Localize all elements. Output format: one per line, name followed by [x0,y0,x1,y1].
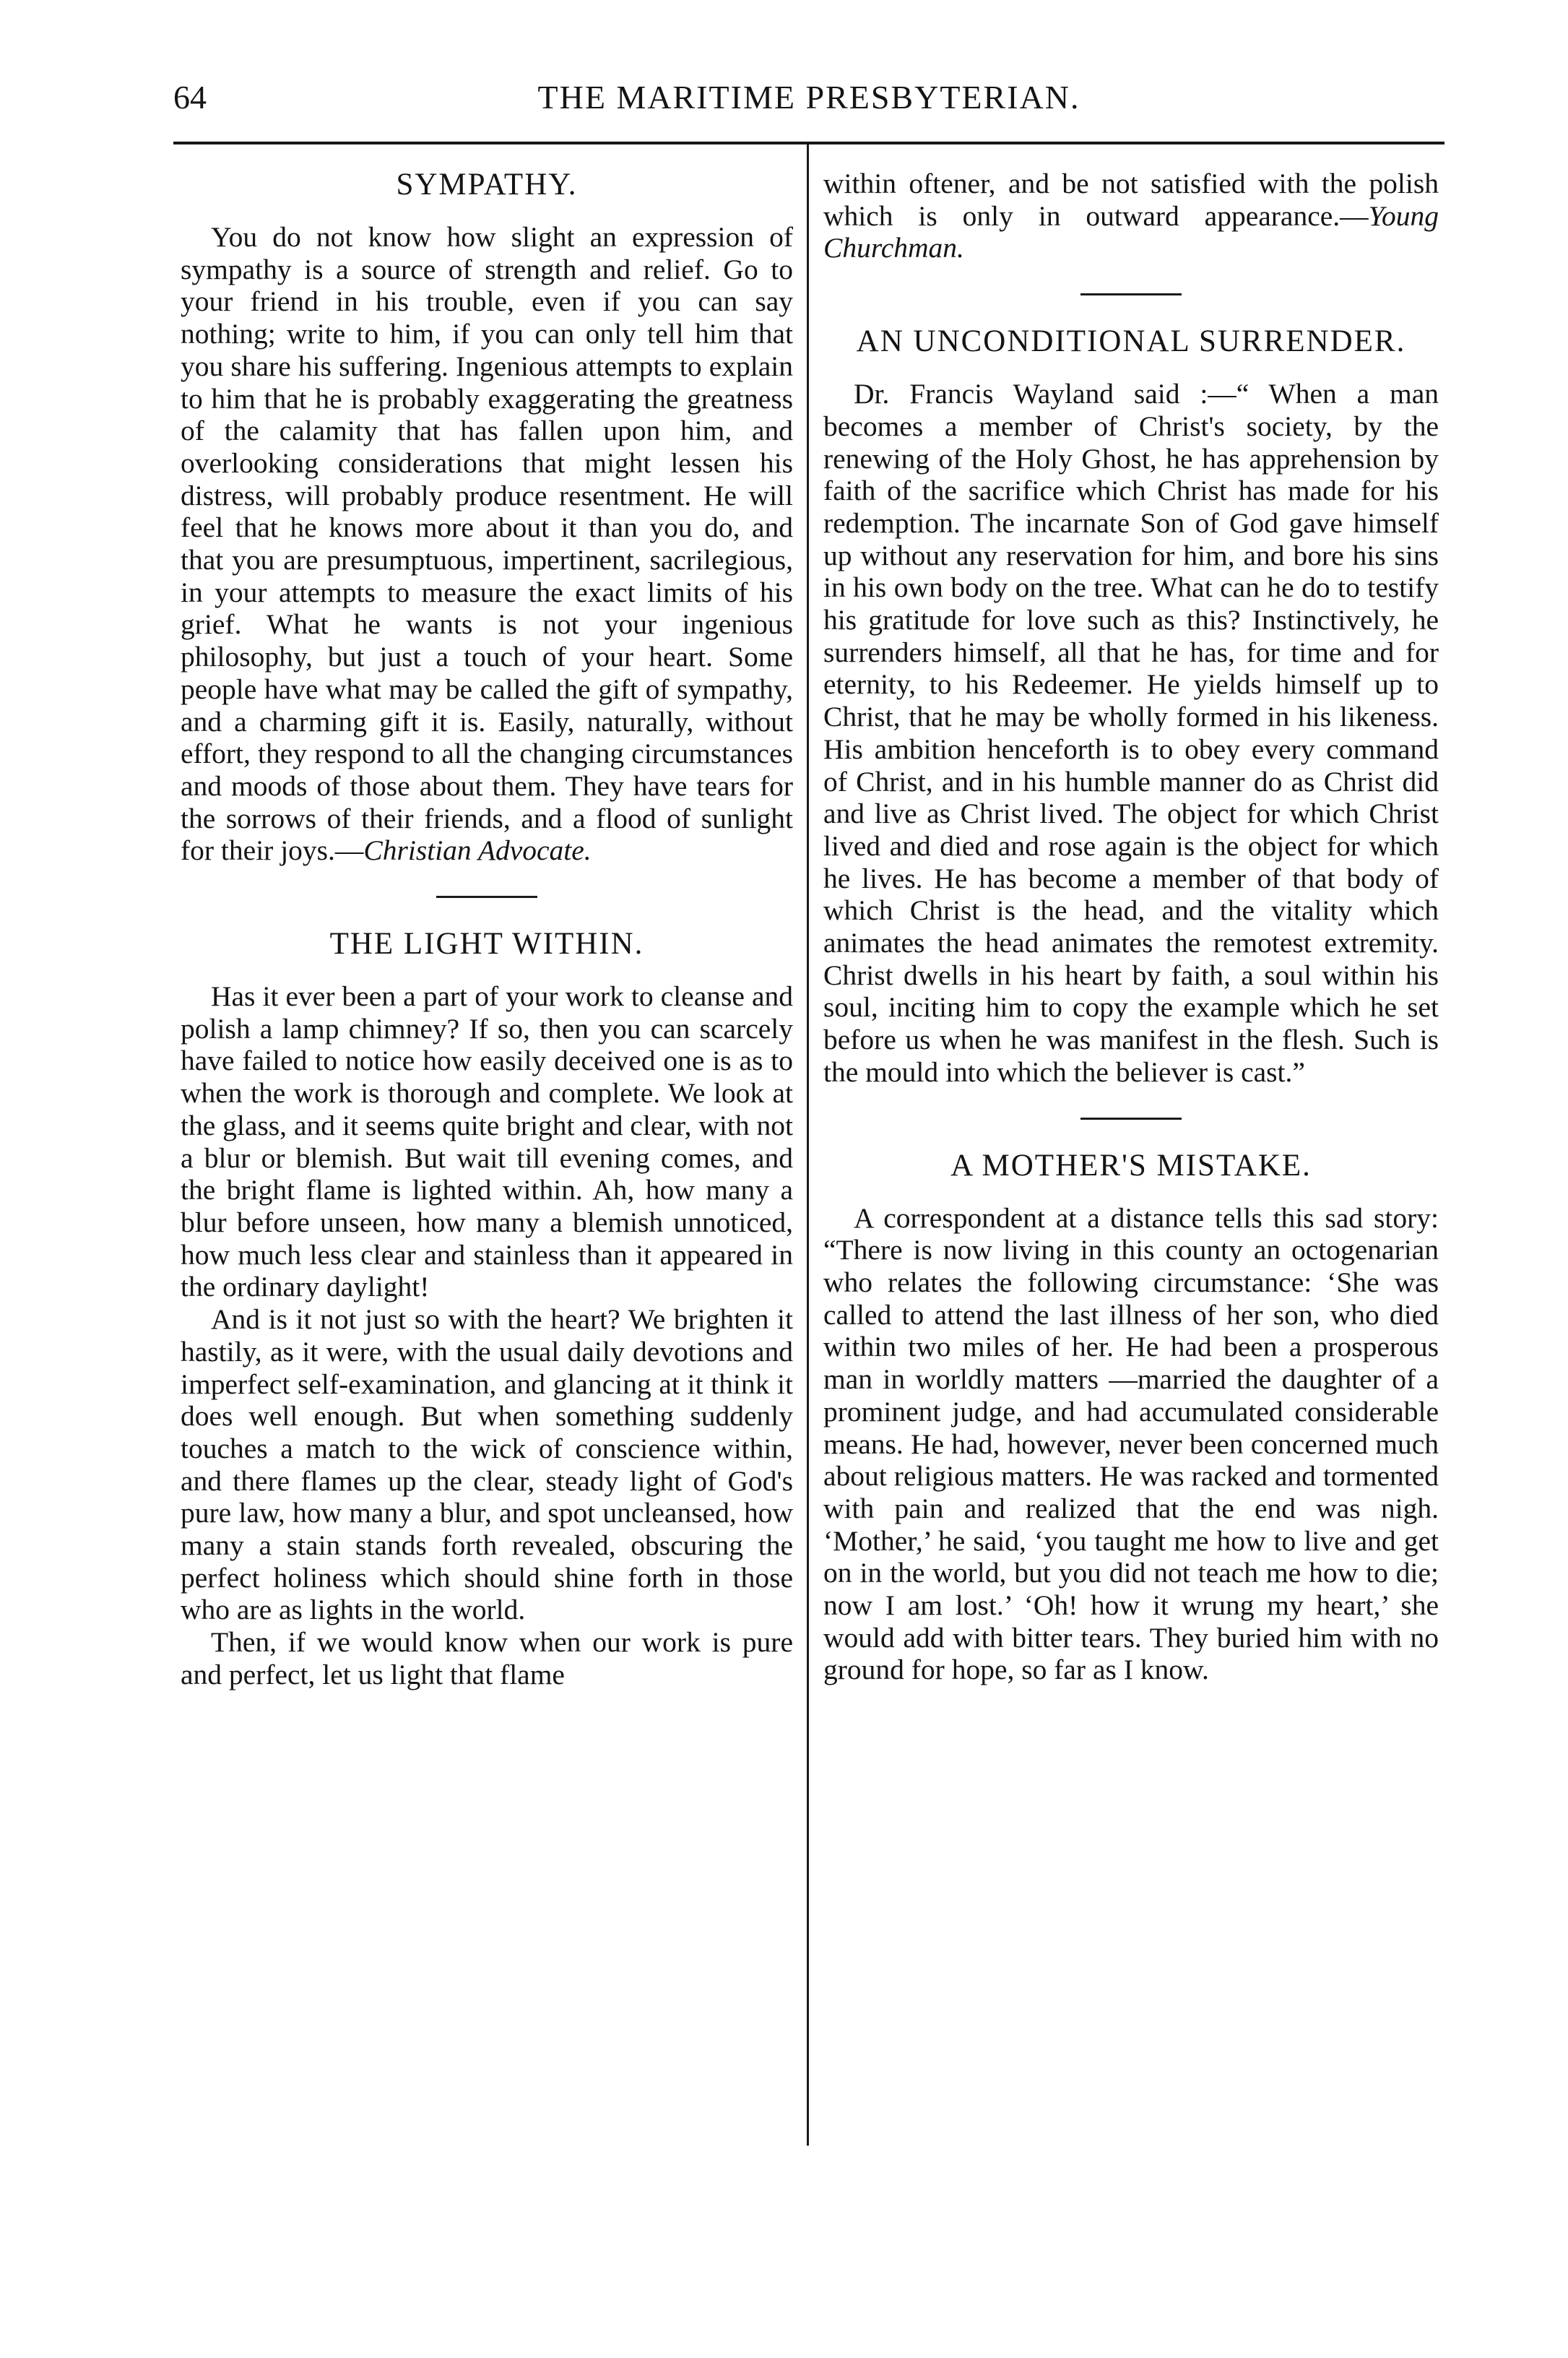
article-paragraph: And is it not just so with the heart? We brighten it hastily, as it were, with the usual daily devotions and imperfect self-examination, and glancing at it think it does well enough. But when something suddenly touches a match to the wick of conscience within, and there flames up the clear, steady light of God's pure law, how many a blur, and spot uncleansed, how many a stain stands forth revealed, obscuring the perfect holiness which should shine forth in those who are as lights in the world. [181,1303,793,1626]
article-paragraph [823,168,1439,264]
left-column [181,168,793,1691]
article-sympathy [181,168,793,867]
article-mothers-mistake [823,1149,1439,1687]
paragraph-text: within oftener, and be not satisfied with the polish which is only in outward appearance.— [823,168,1439,232]
article-paragraph: Dr. Francis Wayland said :—“ When a man becomes a member of Christ's society, by the renewing of the Holy Ghost, he has apprehension by faith of the sacrifice which Christ has made for his redemption. The incarnate Son of God gave himself up without any reservation for him, and bore his sins in his own body on the tree. What can he do to testify his gratitude for love such as this? Instinctively, he surrenders himself, all that he has, for time and for eternity, to his Redeemer. He yields himself up to Christ, that he may be wholly formed in his likeness. His ambition henceforth is to obey every command of Christ, and in his humble manner do as Christ did and live as Christ lived. The object for which Christ lived and died and rose again is the object for which he lives. He has become a member of that body of which Christ is the head, and the vitality which animates the head animates the remotest extremity. Christ dwells in his heart by faith, a soul within his soul, inciting him to copy the example which he set before us when he was manifest in the flesh. Such is the mould into which the believer is cast.” [823,378,1439,1088]
page-number: 64 [173,79,207,116]
article-source: Christian Advocate. [363,834,592,867]
article-paragraph: Has it ever been a part of your work to cleanse and polish a lamp chimney? If so, then you can scarcely have failed to notice how easily deceived one is as to when the work is thorough and complete. We look at the glass, and it seems quite bright and clear, with not a blur or blemish. But wait till evening comes, and the bright flame is lighted within. Ah, how many a blur before unseen, how many a blemish unnoticed, how much less clear and stainless than it appeared in the ordinary daylight! [181,980,793,1303]
header-rule [173,142,1444,144]
section-separator [1080,1118,1182,1120]
article-paragraph: A correspondent at a distance tells this sad story: “There is now living in this county an octogenarian who relates the following circumstance: ‘She was called to attend the last illness of her son, who died within two miles of her. He had been a prosperous man in worldly matters —married the daughter of a prominent judge, and had accumulated considerable means. He had, however, never been concerned much about religious matters. He was racked and tormented with pain and realized that the end was nigh. ‘Mother,’ he said, ‘you taught me how to live and get on in the world, but you did not teach me how to die; now I am lost.’ ‘Oh! how it wrung my heart,’ she would add with bitter tears. They buried him with no ground for hope, so far as I know. [823,1201,1439,1686]
paragraph-text: You do not know how slight an expression of sympathy is a source of strength and relief. Go to your friend in his trouble, even if you can say nothing; write to him, if you can only tell him that you share his suffering. Ingenious attempts to explain to him that he is probably exaggerating the greatness of the calamity that has fallen upon him, and overlooking considerations that might lessen his distress, will probably produce resentment. He will feel that he knows more about it than you do, and that you are presumptuous, impertinent, sacrilegious, in your attempts to measure the exact limits of his grief. What he wants is not your ingenious philosophy, but just a touch of your heart. Some people have what may be called the gift of sympathy, and a charming gift it is. Easily, naturally, without effort, they respond to all the changing circumstances and moods of those about them. They have tears for the sorrows of their friends, and a flood of sunlight for their joys.— [181,221,793,867]
section-separator [436,896,537,898]
article-title: THE LIGHT WITHIN. [329,927,644,962]
journal-title: THE MARITIME PRESBYTERIAN. [537,79,1080,116]
section-separator [1080,293,1182,295]
article-title: SYMPATHY. [396,168,578,202]
article-light-within-continued [823,168,1439,264]
article-source: Young Churchman. [823,199,1439,264]
article-paragraph: Then, if we would know when our work is pure and perfect, let us light that flame [181,1626,793,1690]
right-column [823,168,1439,1686]
article-title: A MOTHER'S MISTAKE. [950,1148,1312,1183]
article-paragraph [181,221,793,867]
article-unconditional-surrender [823,324,1439,1088]
running-head [173,78,1444,129]
column-divider [807,144,809,2146]
article-title: AN UNCONDITIONAL SURRENDER. [856,324,1406,359]
article-light-within [181,927,793,1690]
